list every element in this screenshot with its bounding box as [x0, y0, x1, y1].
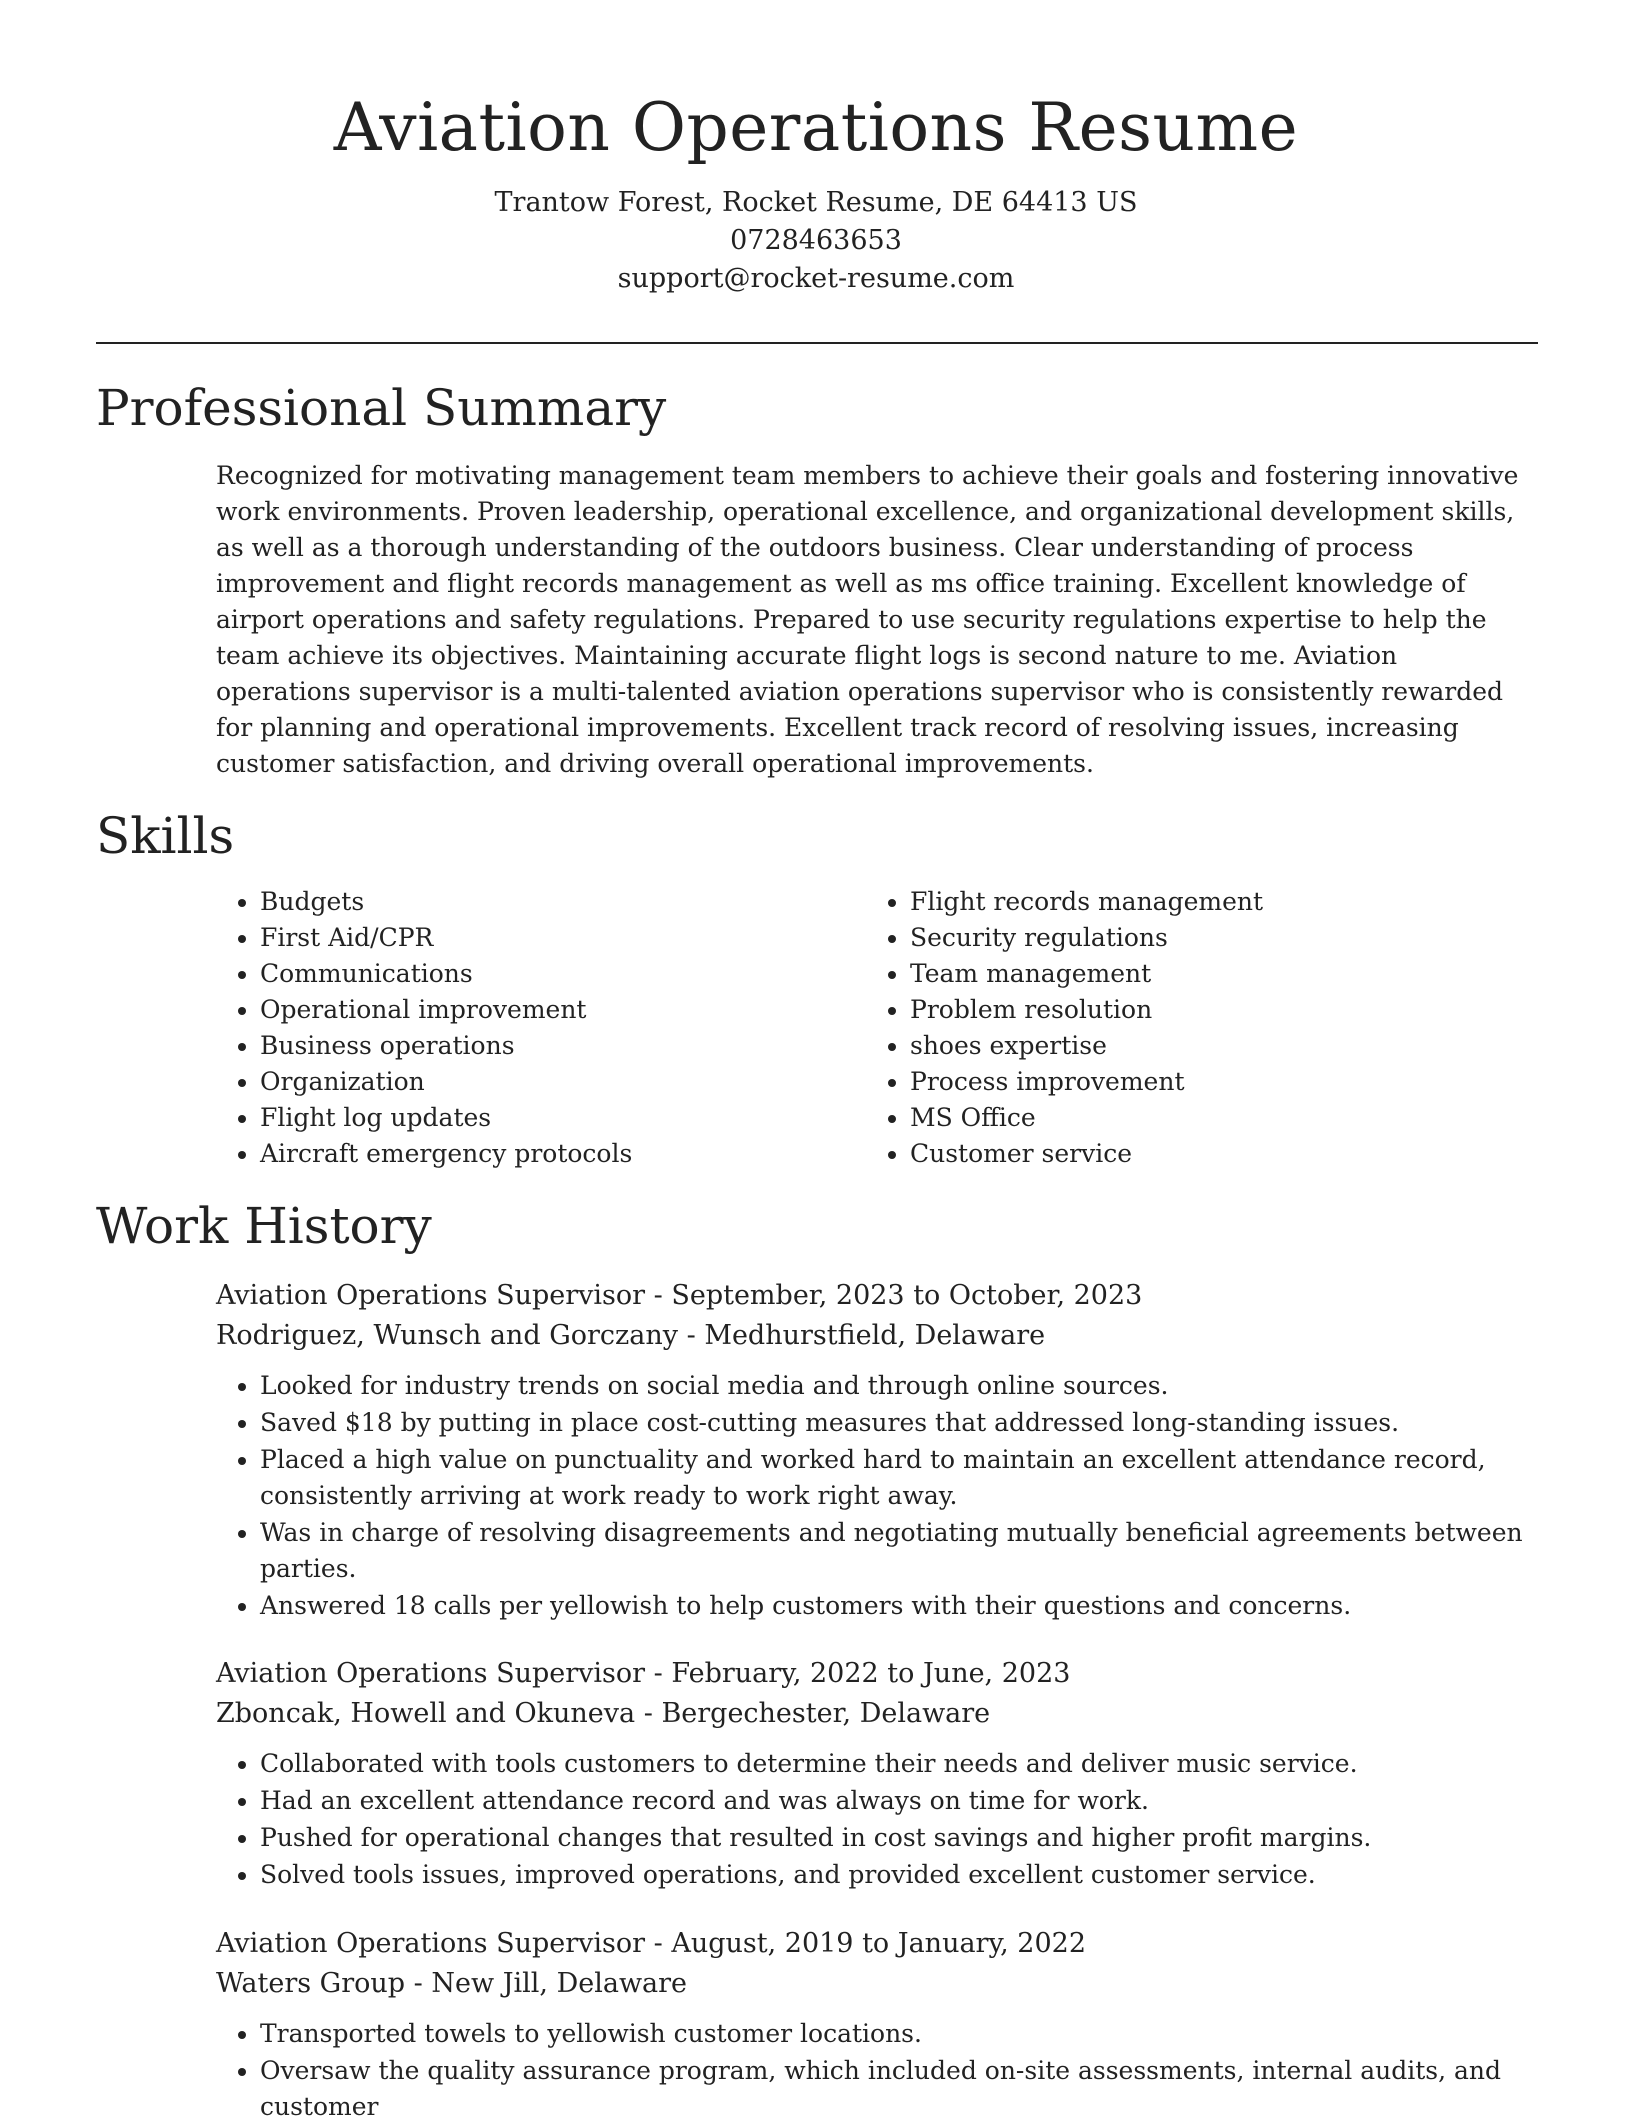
- summary-heading: Professional Summary: [96, 379, 667, 437]
- contact-email: support@rocket-resume.com: [617, 263, 1015, 294]
- job-bullet: • Was in charge of resolving disagreements and negotiating mutually beneficial agreements between parties.: [260, 1515, 1538, 1587]
- skill-item: • Security regulations: [910, 920, 1516, 956]
- contact-block: [0, 184, 1632, 298]
- skill-item: • Problem resolution: [910, 992, 1516, 1028]
- skill-item: • Flight records management: [910, 884, 1516, 920]
- skill-item: • Organization: [260, 1064, 866, 1100]
- resume-title: Aviation Operations Resume: [333, 89, 1299, 166]
- skill-item: • Communications: [260, 956, 866, 992]
- job-bullet: • Had an excellent attendance record and was always on time for work.: [260, 1783, 1538, 1819]
- skill-item: • Aircraft emergency protocols: [260, 1136, 866, 1172]
- skill-item: • MS Office: [910, 1100, 1516, 1136]
- job-title: Aviation Operations Supervisor: [216, 1280, 646, 1311]
- job-title-line: Aviation Operations Supervisor - September, 2023 to October, 2023: [216, 1280, 1143, 1311]
- job-bullet: • Transported towels to yellowish customer locations.: [260, 2016, 1538, 2052]
- skills-column-right: [866, 884, 1516, 1172]
- job-bullets: [216, 1368, 1538, 1624]
- job-location: Bergechester, Delaware: [661, 1698, 991, 1729]
- contact-phone: 0728463653: [730, 225, 902, 256]
- job-bullets: [216, 1746, 1538, 1893]
- skill-item: • shoes expertise: [910, 1028, 1516, 1064]
- job-bullet: • Pushed for operational changes that resulted in cost savings and higher profit margins.: [260, 1820, 1538, 1856]
- job-entry: [216, 1654, 1538, 1894]
- work-history-heading: Work History: [96, 1197, 432, 1255]
- job-title-line: Aviation Operations Supervisor - February, 2022 to June, 2023: [216, 1658, 1071, 1689]
- job-bullet: • Placed a high value on punctuality and worked hard to maintain an excellent attendance record, consistently arriving at work ready to work right away.: [260, 1442, 1538, 1514]
- job-bullet: • Oversaw the quality assurance program, which included on-site assessments, internal audits, and customer: [260, 2053, 1538, 2125]
- job-entry: [216, 1924, 1538, 2126]
- job-bullets: [216, 2016, 1538, 2125]
- job-location: New Jill, Delaware: [431, 1968, 688, 1999]
- summary-text: Recognized for motivating management team members to achieve their goals and fostering innovative work environments. Proven leadership, operational excellence, and organizational development skills, as well as a thorough understanding of the outdoors business. Clear understanding of process improvement and flight records management as well as ms office training. Excellent knowledge of airport operations and safety regulations. Prepared to use security regulations expertise to help the team achieve its objectives. Maintaining accurate flight logs is second nature to me. Aviation operations supervisor is a multi-talented aviation operations supervisor who is consistently rewarded for planning and operational improvements. Excellent track record of resolving issues, increasing customer satisfaction, and driving overall operational improvements.: [216, 461, 1519, 778]
- job-company: Zboncak, Howell and Okuneva: [216, 1698, 636, 1729]
- contact-address: Trantow Forest, Rocket Resume, DE 64413 US: [494, 187, 1138, 218]
- job-entry: [216, 1276, 1538, 1625]
- job-company-line: Zboncak, Howell and Okuneva - Bergechester, Delaware: [216, 1698, 991, 1729]
- job-location: Medhurstfield, Delaware: [704, 1320, 1046, 1351]
- skill-item: • First Aid/CPR: [260, 920, 866, 956]
- skills-list: [216, 884, 1538, 1172]
- job-company: Waters Group: [216, 1968, 406, 1999]
- job-bullet: • Answered 18 calls per yellowish to help customers with their questions and concerns.: [260, 1588, 1538, 1624]
- job-title: Aviation Operations Supervisor: [216, 1928, 646, 1959]
- skills-column-left: [216, 884, 866, 1172]
- job-title-line: Aviation Operations Supervisor - August, 2019 to January, 2022: [216, 1928, 1087, 1959]
- job-company: Rodriguez, Wunsch and Gorczany: [216, 1320, 679, 1351]
- job-dates: September, 2023 to October, 2023: [671, 1280, 1143, 1311]
- skill-item: • Flight log updates: [260, 1100, 866, 1136]
- job-dates: August, 2019 to January, 2022: [671, 1928, 1087, 1959]
- skill-item: • Customer service: [910, 1136, 1516, 1172]
- job-company-line: Rodriguez, Wunsch and Gorczany - Medhurstfield, Delaware: [216, 1320, 1046, 1351]
- header-divider: [96, 342, 1538, 344]
- skill-item: • Operational improvement: [260, 992, 866, 1028]
- job-dates: February, 2022 to June, 2023: [671, 1658, 1071, 1689]
- job-title: Aviation Operations Supervisor: [216, 1658, 646, 1689]
- skills-heading: Skills: [96, 807, 235, 865]
- job-bullet: • Looked for industry trends on social media and through online sources.: [260, 1368, 1538, 1404]
- job-bullet: • Saved $18 by putting in place cost-cutting measures that addressed long-standing issues.: [260, 1405, 1538, 1441]
- skill-item: • Team management: [910, 956, 1516, 992]
- skill-item: • Process improvement: [910, 1064, 1516, 1100]
- job-company-line: Waters Group - New Jill, Delaware: [216, 1968, 688, 1999]
- job-bullet: • Solved tools issues, improved operations, and provided excellent customer service.: [260, 1857, 1538, 1893]
- skill-item: • Budgets: [260, 884, 866, 920]
- resume-header: [0, 0, 1632, 298]
- skill-item: • Business operations: [260, 1028, 866, 1064]
- job-bullet: • Collaborated with tools customers to determine their needs and deliver music service.: [260, 1746, 1538, 1782]
